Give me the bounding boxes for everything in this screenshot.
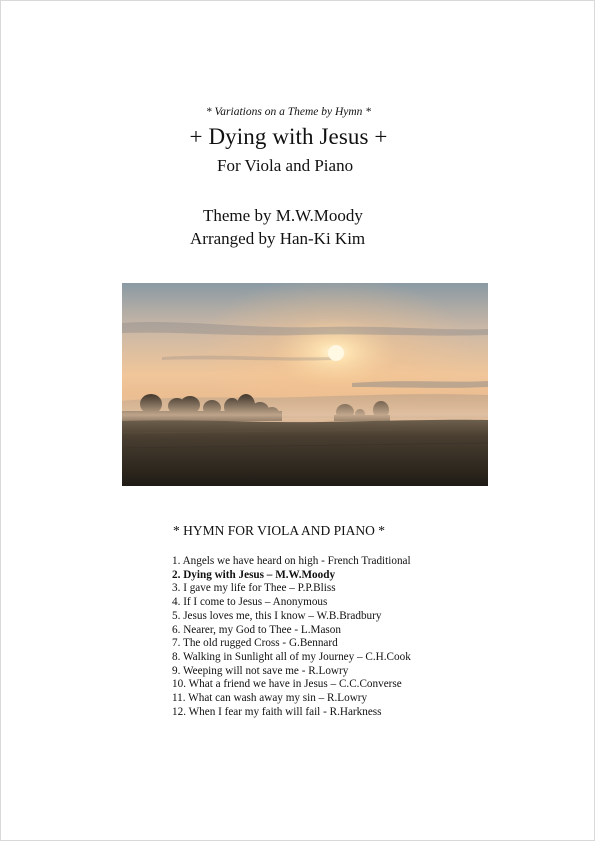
list-item: 1. Angels we have heard on high - French Traditional	[172, 555, 411, 567]
list-item: 8. Walking in Sunlight all of my Journey – C.H.Cook	[172, 650, 411, 663]
page-title: + Dying with Jesus +	[189, 124, 388, 149]
theme-credit: Theme by M.W.Moody	[203, 206, 363, 225]
list-item: 10. What a friend we have in Jesus – C.C.Converse	[172, 678, 402, 691]
list-item: 4. If I come to Jesus – Anonymous	[172, 596, 328, 609]
arranger-credit: Arranged by Han-Ki Kim	[190, 229, 366, 248]
hymn-list	[172, 555, 411, 719]
list-item: 7. The old rugged Cross - G.Bennard	[172, 637, 338, 650]
list-item: 6. Nearer, my God to Thee - L.Mason	[172, 623, 341, 636]
list-item: 9. Weeping will not save me - R.Lowry	[172, 664, 349, 677]
hymn-list-heading: * HYMN FOR VIOLA AND PIANO *	[173, 523, 386, 538]
misty-sunrise-landscape-photo	[122, 283, 488, 486]
list-item-current: 2. Dying with Jesus – M.W.Moody	[172, 568, 336, 581]
list-item: 11. What can wash away my sin – R.Lowry	[172, 692, 368, 705]
list-item: 3. I gave my life for Thee – P.P.Bliss	[172, 582, 336, 595]
list-item: 12. When I fear my faith will fail - R.Harkness	[172, 705, 382, 718]
list-item: 5. Jesus loves me, this I know – W.B.Bradbury	[172, 609, 382, 622]
cover-photo	[122, 283, 488, 486]
instrumentation-label: For Viola and Piano	[217, 156, 354, 175]
series-subtitle: * Variations on a Theme by Hymn *	[205, 106, 372, 118]
